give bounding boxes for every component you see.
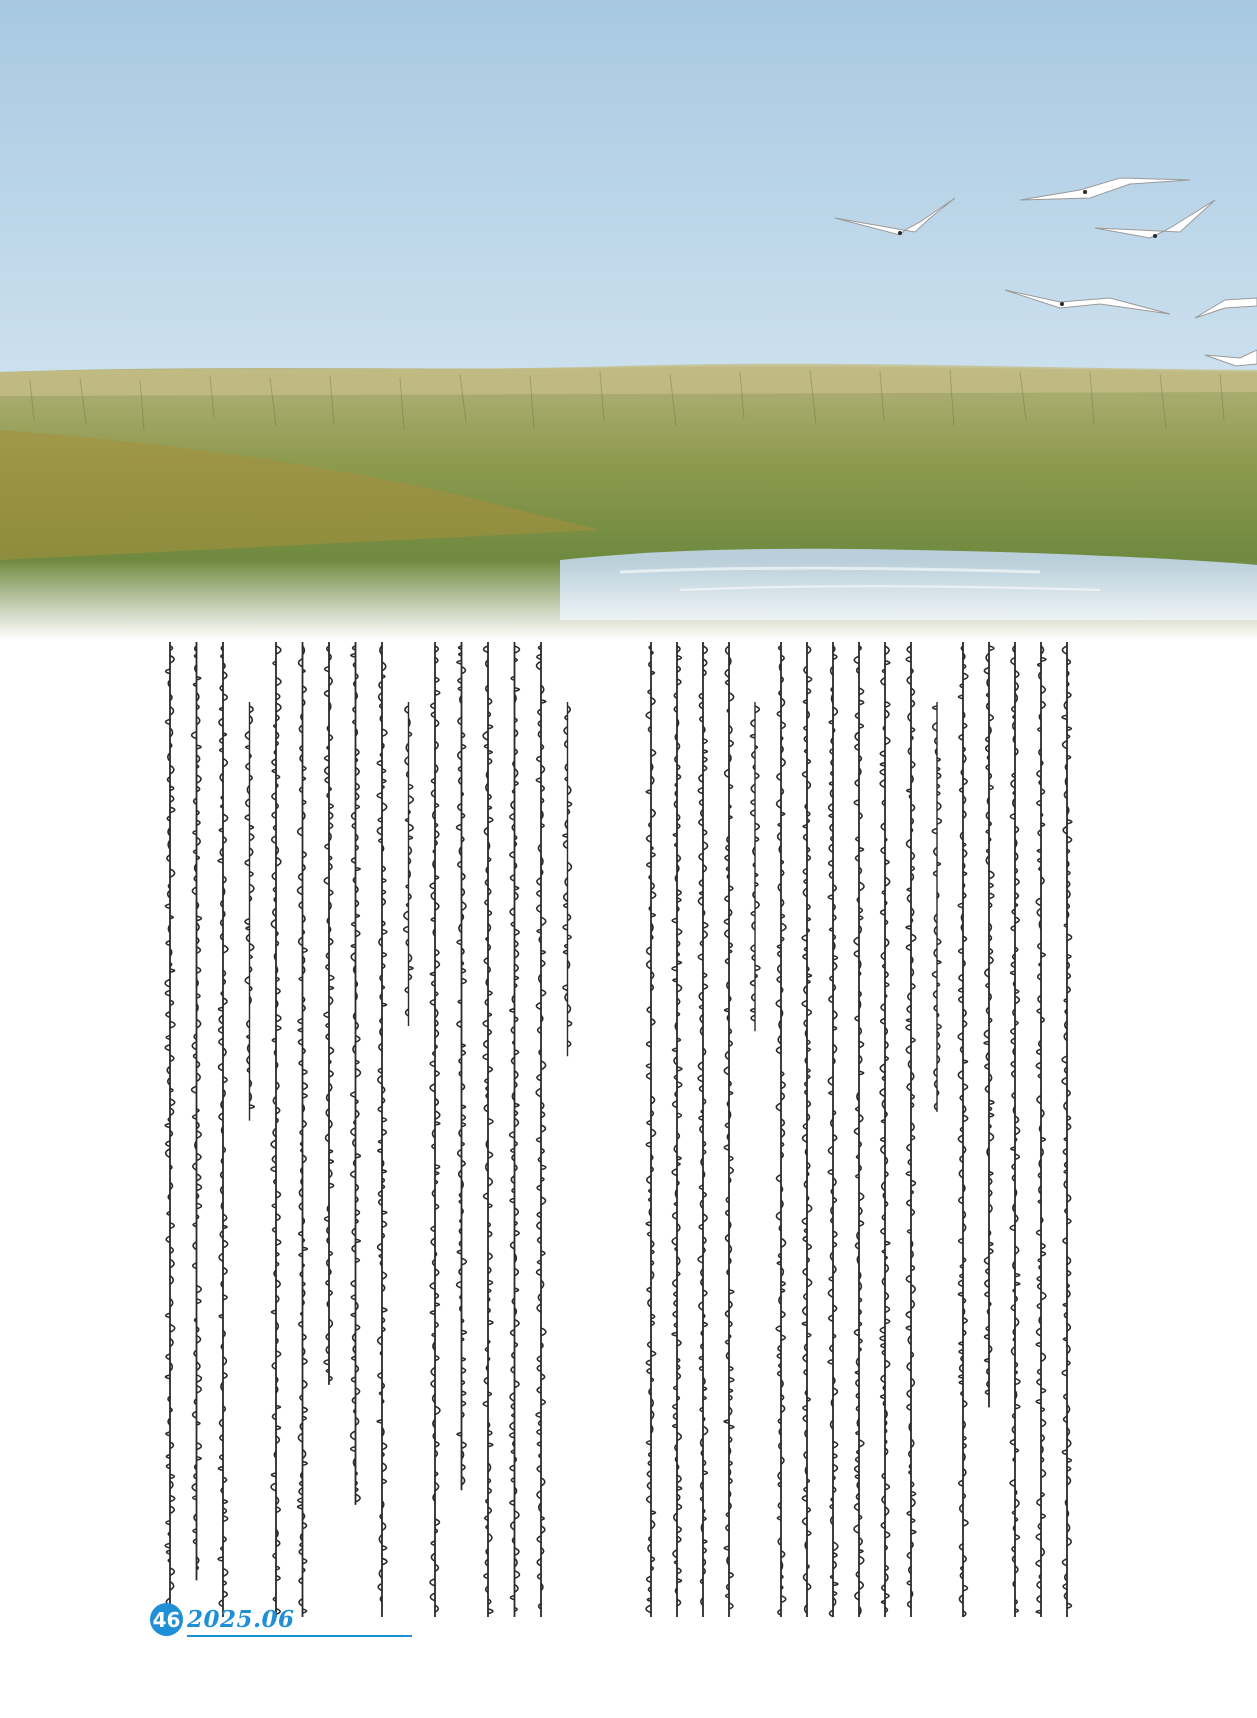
text-line [324, 642, 334, 1385]
mongolian-text-block-right [645, 642, 1085, 1627]
text-line [1062, 642, 1072, 1617]
text-line [646, 642, 656, 1617]
page-number: 46 [150, 1603, 183, 1636]
text-line [430, 642, 440, 1617]
text-line [510, 642, 520, 1617]
text-line [932, 702, 941, 1112]
text-line [880, 642, 890, 1617]
footer-rule [187, 1635, 412, 1637]
text-line [776, 642, 786, 1617]
text-line [192, 642, 202, 1580]
text-line [1036, 642, 1046, 1617]
text-line [958, 642, 968, 1617]
text-line [854, 642, 864, 1617]
text-line [906, 642, 916, 1617]
text-line [802, 642, 812, 1617]
text-line [351, 642, 361, 1505]
text-line [377, 642, 387, 1617]
mongolian-text-block-left [162, 642, 587, 1627]
text-line [457, 642, 467, 1490]
issue-date: 2025.06 [187, 1606, 295, 1633]
text-line [483, 642, 493, 1617]
text-line [218, 642, 228, 1617]
text-line [750, 702, 760, 1031]
text-line [245, 702, 254, 1121]
text-line [724, 642, 734, 1617]
text-line [984, 642, 994, 1407]
text-line [271, 642, 281, 1617]
text-line [828, 642, 838, 1617]
flying-cranes-over-wetland-image [0, 0, 1257, 640]
text-line [404, 702, 414, 1026]
page-footer [150, 1603, 295, 1636]
text-line [165, 642, 175, 1617]
text-line [1010, 642, 1020, 1617]
text-line [698, 642, 708, 1617]
text-line [298, 642, 308, 1617]
text-line [563, 702, 572, 1056]
text-line [536, 642, 546, 1617]
text-line [672, 642, 682, 1617]
